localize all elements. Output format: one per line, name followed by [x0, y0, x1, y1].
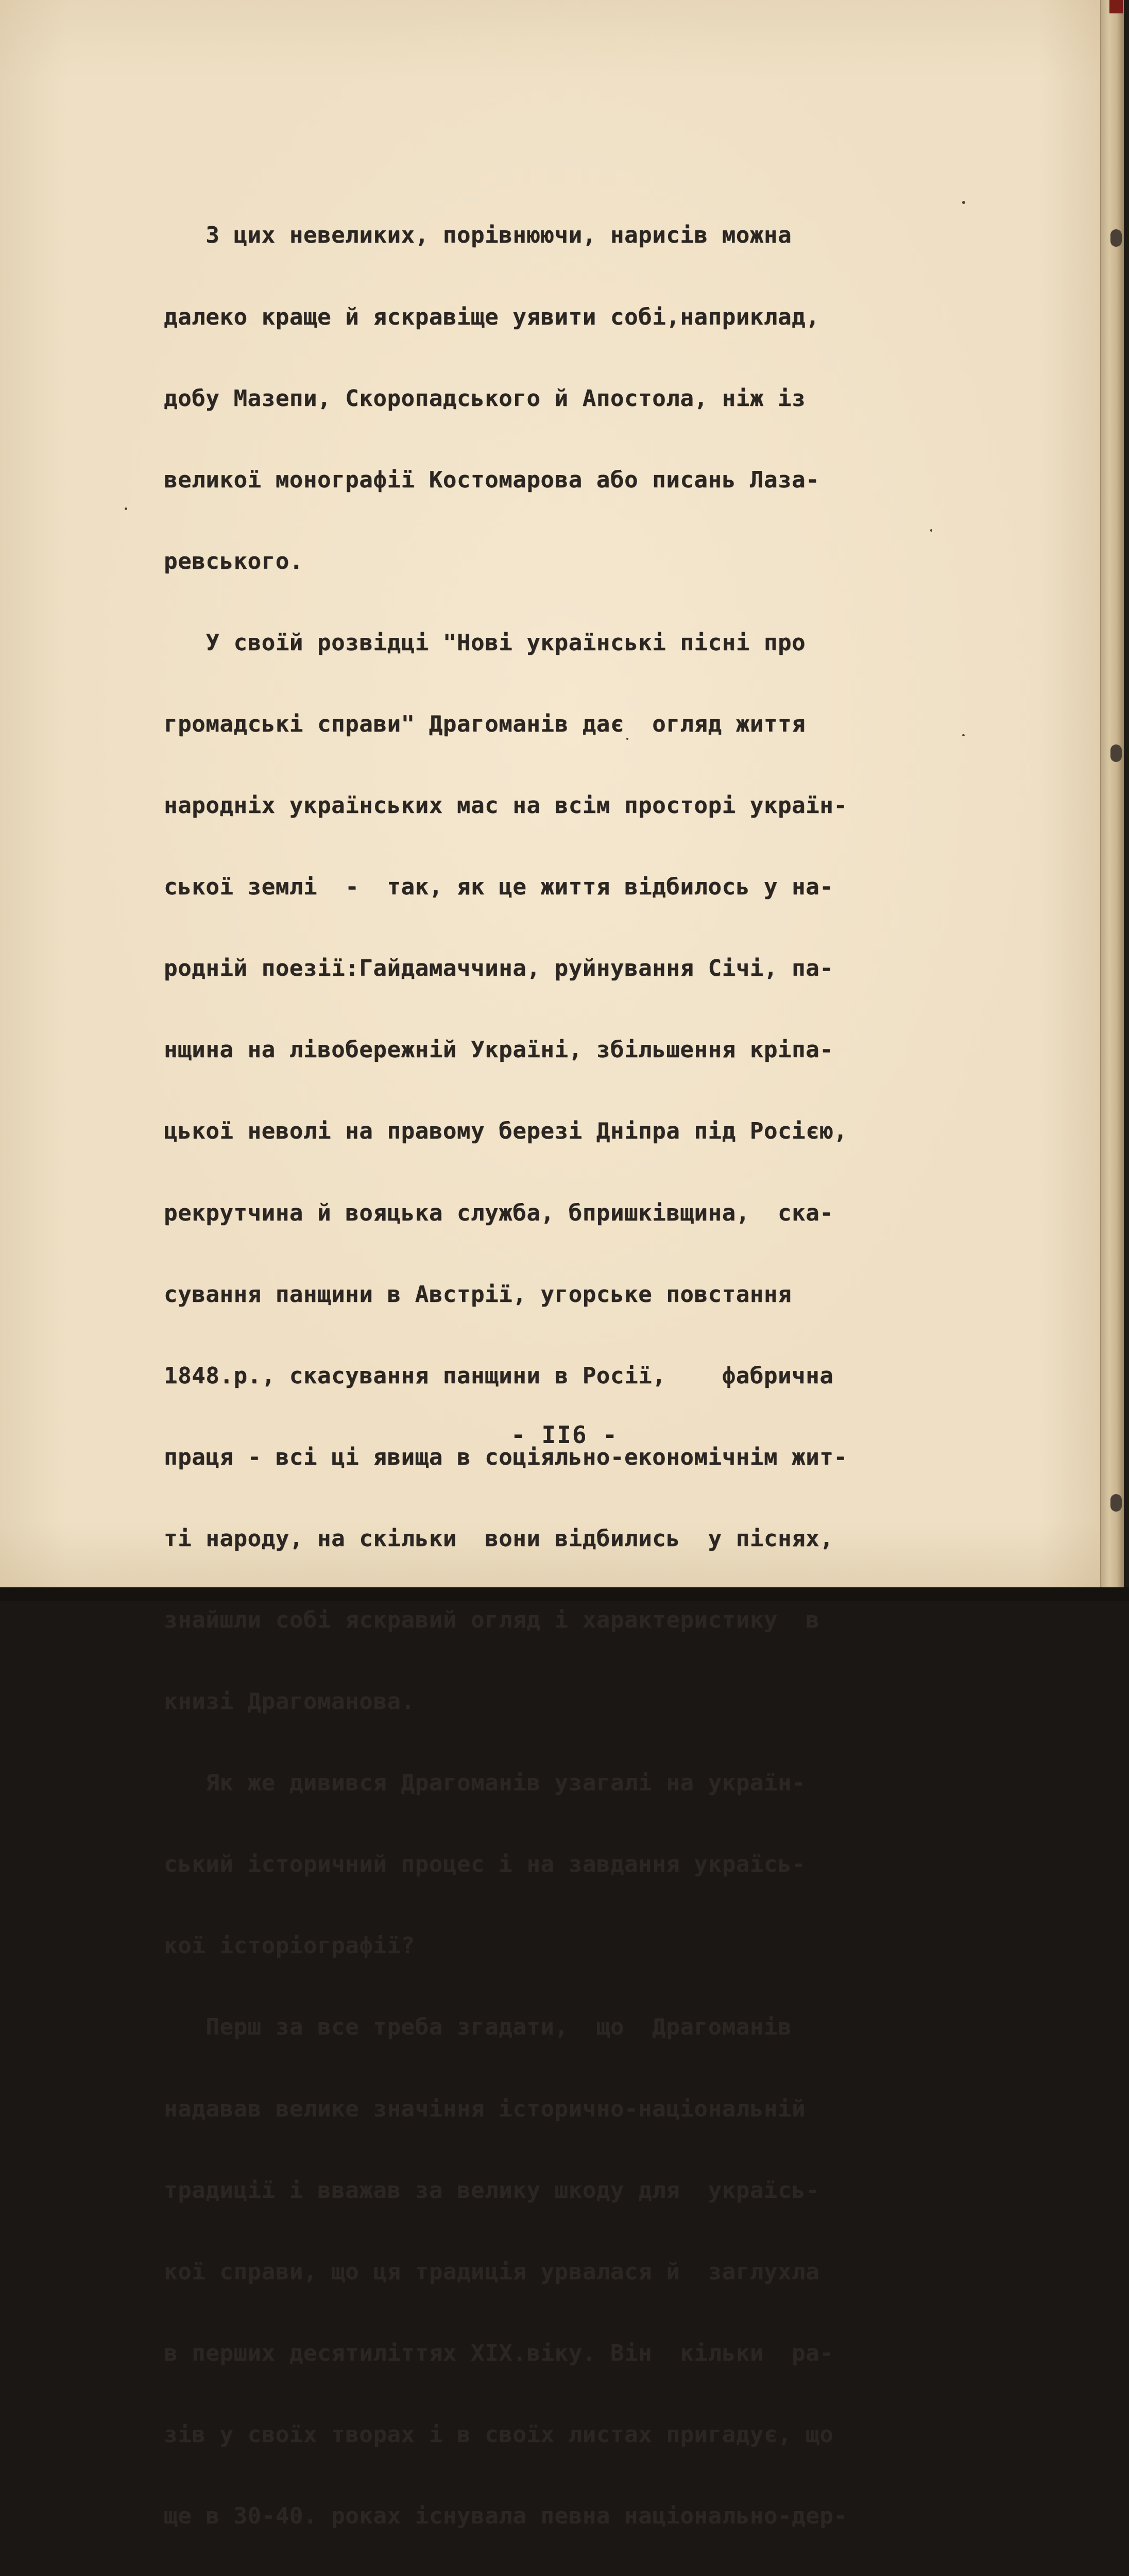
- text-line: родній поезії:Гайдамаччина, руйнування Січі, па-: [164, 955, 834, 982]
- text-line: ської землі - так, як це життя відбилось у на-: [164, 874, 834, 901]
- text-line: книзі Драгоманова.: [164, 1688, 415, 1715]
- text-line: Перш за все треба згадати, що Драгоманів: [164, 2014, 792, 2041]
- scan-speck: [930, 529, 932, 532]
- text-line: далеко краще й яскравіще уявити собі,наприклад,: [164, 303, 820, 330]
- text-line: ще в 30-40. роках існувала певна національно-дер-: [164, 2503, 848, 2530]
- text-line: в перших десятиліттях XIX.віку. Він кільки ра-: [164, 2340, 834, 2366]
- scan-speck: [962, 734, 965, 736]
- text-line: ревського.: [164, 548, 303, 574]
- text-line: громадські справи" Драгоманів дає огляд життя: [164, 710, 806, 737]
- text-line: знайшли собі яскравий огляд і характеристику в: [164, 1607, 820, 1633]
- scan-speck: [626, 738, 628, 740]
- text-line: У своїй розвідці "Нові українські пісні про: [164, 629, 806, 656]
- text-line: нщина на лівобережній Україні, збільшення кріпа-: [164, 1037, 834, 1063]
- text-line: праця - всі ці явища в соціяльно-економічнім жит-: [164, 1444, 848, 1470]
- text-line: надавав велике значіння історично-національній: [164, 2095, 806, 2122]
- text-line: великої монографії Костомарова або писань Лаза-: [164, 466, 820, 493]
- page-number: - II6 -: [511, 1421, 618, 1449]
- scan-speck: [125, 507, 127, 510]
- text-line: ті народу, на скільки вони відбились у піснях,: [164, 1525, 834, 1552]
- text-line: традиції і вважав за велику шкоду для україсь-: [164, 2177, 820, 2204]
- text-line: 1848.р., скасування панщини в Росії, фабрична: [164, 1362, 834, 1389]
- text-line: Як же дивився Драгоманів узагалі на україн-: [164, 1770, 806, 1797]
- text-line: цької неволі на правому березі Дніпра під Росією,: [164, 1118, 848, 1145]
- text-line: кої історіографії?: [164, 1933, 415, 1959]
- text-line: кої справи, що ця традиція урвалася й заглухла: [164, 2258, 820, 2285]
- text-line: добу Мазепи, Скоропадського й Апостола, ніж із: [164, 385, 806, 412]
- text-line: ський історичний процес і на завдання україсь-: [164, 1851, 806, 1878]
- text-line: народніх українських мас на всім просторі україн-: [164, 792, 848, 819]
- typewritten-body: [164, 168, 988, 2576]
- text-line: сування панщини в Австрії, угорське повстання: [164, 1281, 792, 1308]
- text-line: рекрутчина й вояцька служба, бпришківщина, ска-: [164, 1199, 834, 1226]
- scan-speck: [962, 201, 965, 204]
- text-line: зів у своїх творах і в своїх листах пригадує, що: [164, 2421, 834, 2448]
- text-line: З цих невеликих, порівнюючи, нарисів можна: [164, 222, 792, 249]
